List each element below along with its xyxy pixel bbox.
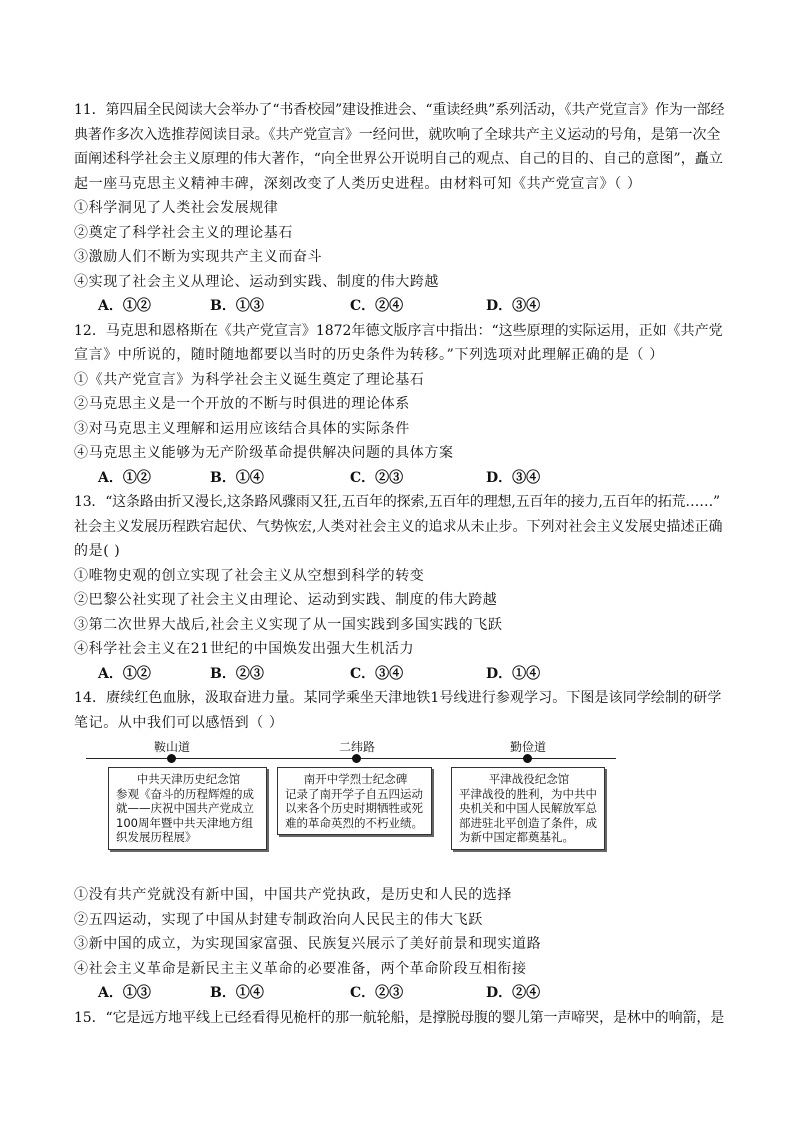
statement-item: ②五四运动，实现了中国从封建专制政治向人民民主的伟大飞跃 [74,911,483,928]
question-stem-line: 笔记。从中我们可以感悟到（ ） [74,714,284,731]
option-a[interactable]: A．①③ [98,985,151,1001]
station-label: 鞍山道 [153,740,191,754]
note-title: 南开中学烈士纪念碑 [303,772,408,786]
option-a[interactable]: A．①② [98,665,151,682]
option-a[interactable]: A．①② [98,469,151,486]
option-c[interactable]: C．②③ [350,469,404,486]
question-stem-line: 宣言》中所说的，随时随地都要以当时的历史条件为转移。”下列选项对此理解正确的是（ ） [74,347,664,363]
question-stem-line: 14．赓续红色血脉，汲取奋进力量。某同学乘坐天津地铁1号线进行参观学习。下图是该同学绘制的研学 [74,690,722,706]
question-stem-line: 典著作多次入选推荐阅读目录。《共产党宣言》一经问世，就吹响了全球共产主义运动的号角，是第一次全 [74,126,721,143]
note-content: 平津战役的胜利，为中共中央机关和中国人民解放军总部进驻北平创造了条件，成为新中国定都奠基礼。 [459,786,597,844]
statement-item: ①唯物史观的创立实现了社会主义从空想到科学的转变 [74,567,425,584]
exam-page [74,98,724,1030]
question-12 [74,319,724,491]
statement-item: ③激励人们不断为实现共产主义而奋斗 [74,249,323,265]
station-label: 勤俭道 [509,740,547,754]
question-14 [74,686,724,1006]
option-a[interactable]: A．①② [98,298,151,314]
statement-item: ③新中国的成立，为实现国家富强、民族复兴展示了美好前景和现实道路 [74,936,542,952]
question-stem-line: 的是( ) [74,543,121,559]
note-box [108,767,267,850]
station-dot [352,754,361,763]
statement-item: ④科学社会主义在21世纪的中国焕发出强大生机活力 [74,641,415,657]
option-c[interactable]: C．②③ [350,985,404,1001]
option-b[interactable]: B．①④ [210,469,264,486]
statement-item: ③对马克思主义理解和运用应该结合具体的实际条件 [74,420,410,437]
metro-study-diagram [74,741,724,879]
statement-item: ②巴黎公社实现了社会主义由理论、运动到实践、制度的伟大跨越 [74,592,498,608]
answer-options [74,981,724,1006]
question-stem-line: 面阐述科学社会主义原理的伟大著作，“向全世界公开说明自己的观点、自己的目的、自己的意图”，矗立 [74,151,724,167]
question-stem-line: 社会主义发展历程跌宕起伏、气势恢宏,人类对社会主义的追求从未止步。下列对社会主义发展史描述正确 [74,518,723,535]
statement-item: ④社会主义革命是新民主主义革命的必要准备，两个革命阶段互相衔接 [74,960,527,977]
note-content: 记录了南开学子自五四运动以来各个历史时期牺牲或死难的革命英烈的不朽业绩。 [285,786,423,830]
question-13 [74,490,724,686]
option-b[interactable]: B．①④ [210,985,264,1001]
option-d[interactable]: D．③④ [486,469,541,486]
answer-options [74,294,724,319]
note-box [277,767,432,835]
question-stem-line: 13．“这条路由折又漫长,这条路风骤雨又狂,五百年的探索,五百年的理想,五百年的接力,五百年的拓荒……” [74,494,720,510]
statement-item: ④实现了社会主义从理论、运动到实践、制度的伟大跨越 [74,273,439,290]
option-b[interactable]: B．②③ [210,665,264,682]
question-stem-line: 11．第四届全民阅读大会举办了“书香校园”建设推进会、“重读经典”系列活动，《共产党宣言》作为一部经 [74,102,725,118]
note-content: 参观《奋斗的历程辉煌的成就——庆祝中国共产党成立100周年暨中共天津地方组织发展历程展》 [116,786,254,844]
station-dot [167,754,176,763]
answer-options [74,662,724,687]
station-dot [523,754,532,763]
option-d[interactable]: D．②④ [486,985,541,1001]
statement-item: ①没有共产党就没有新中国，中国共产党执政，是历史和人民的选择 [74,887,512,903]
question-stem-line: 起一座马克思主义精神丰碑，深刻改变了人类历史进程。由材料可知《共产党宣言》（ ） [74,175,642,192]
answer-options [74,466,724,491]
note-box [451,767,605,850]
question-stem-line: 15．“它是远方地平线上已经看得见桅杆的那一航轮船，是撑脱母腹的婴儿第一声啼哭，是林中的响箭，是 [74,1009,725,1026]
statement-item: ①《共产党宣言》为科学社会主义诞生奠定了理论基石 [74,371,425,388]
question-stem-line: 12．马克思和恩格斯在《共产党宣言》1872年德文版序言中指出：“这些原理的实际运用，正如《共产党 [74,322,723,339]
statement-item: ④马克思主义能够为无产阶级革命提供解决问题的具体方案 [74,445,454,461]
statement-item: ①科学洞见了人类社会发展规律 [74,200,279,216]
option-c[interactable]: C．③④ [350,665,404,682]
statement-item: ②奠定了科学社会主义的理论基石 [74,224,293,241]
statement-item: ③第二次世界大战后,社会主义实现了从一国实践到多国实践的飞跃 [74,616,503,633]
option-c[interactable]: C．②④ [350,298,404,314]
question-11 [74,98,724,319]
statement-item: ②马克思主义是一个开放的不断与时俱进的理论体系 [74,396,410,412]
option-d[interactable]: D．③④ [486,298,541,314]
metro-line [86,758,616,759]
note-title: 中共天津历史纪念馆 [136,772,241,786]
option-b[interactable]: B．①③ [210,298,264,314]
note-title: 平津战役纪念馆 [488,772,570,786]
question-15 [74,1006,724,1031]
option-d[interactable]: D．①④ [486,665,541,682]
station-label: 二纬路 [338,740,376,754]
